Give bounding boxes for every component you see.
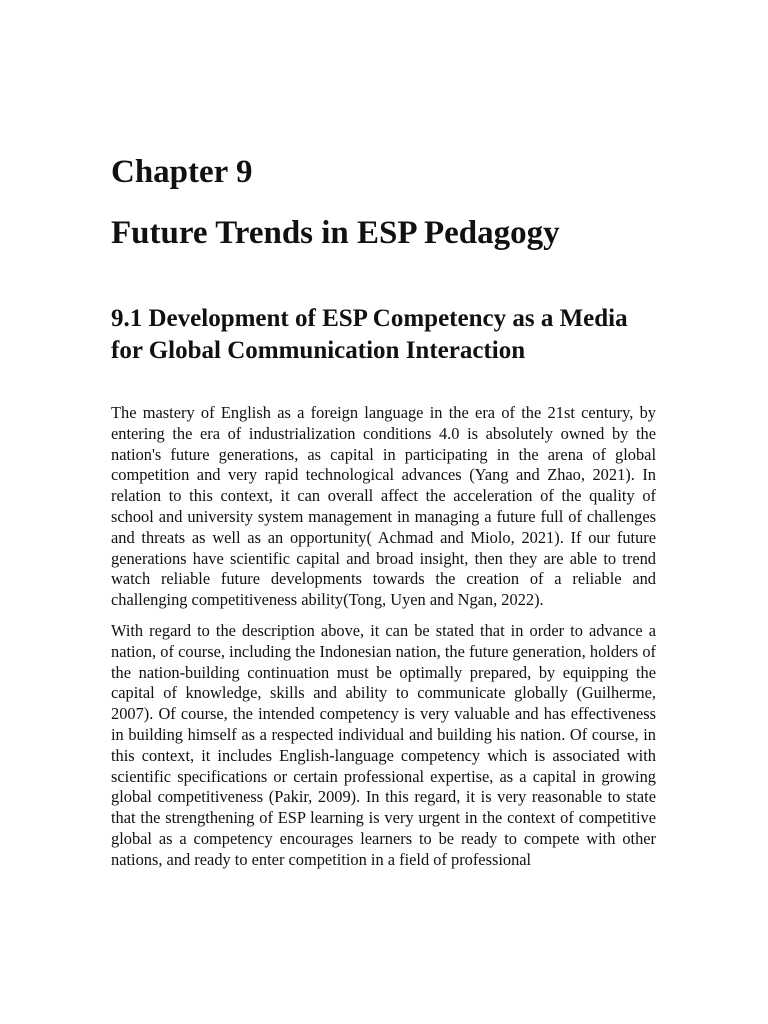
section-heading: 9.1 Development of ESP Competency as a Media for Global Communication Interaction <box>111 305 628 364</box>
document-page <box>111 0 656 1024</box>
body-text <box>111 403 656 881</box>
body-paragraph: With regard to the description above, it can be stated that in order to advance a nation, of course, including the Indonesian nation, the future generation, holders of the nation-building continuation must be optimally prepared, by equipping the capital of knowledge, skills and ability to communicate globally (Guilherme, 2007). Of course, the intended competency is very valuable and has effectiveness in building himself as a respected individual and building his nation. Of course, in this context, it includes English-language competency which is associated with scientific specifications or certain professional expertise, as a capital in growing global competitiveness (Pakir, 2009). In this regard, it is very reasonable to state that the strengthening of ESP learning is very urgent in the context of competitive global as a competency encourages learners to be ready to compete with other nations, and ready to enter competition in a field of professional <box>111 620 656 869</box>
chapter-label: Chapter 9 <box>111 154 253 190</box>
body-paragraph: The mastery of English as a foreign language in the era of the 21st century, by entering the era of industrialization conditions 4.0 is absolutely owned by the nation's future generations, as capital in participating in the arena of global competition and very rapid technological advances (Yang and Zhao, 2021). In relation to this context, it can overall affect the acceleration of the quality of school and university system management in managing a future full of challenges and threats as well as an opportunity( Achmad and Miolo, 2021). If our future generations have scientific capital and broad insight, then they are able to trend watch reliable future developments towards the creation of a reliable and challenging competitiveness ability(Tong, Uyen and Ngan, 2022). <box>111 403 656 610</box>
chapter-title: Future Trends in ESP Pedagogy <box>111 215 560 251</box>
